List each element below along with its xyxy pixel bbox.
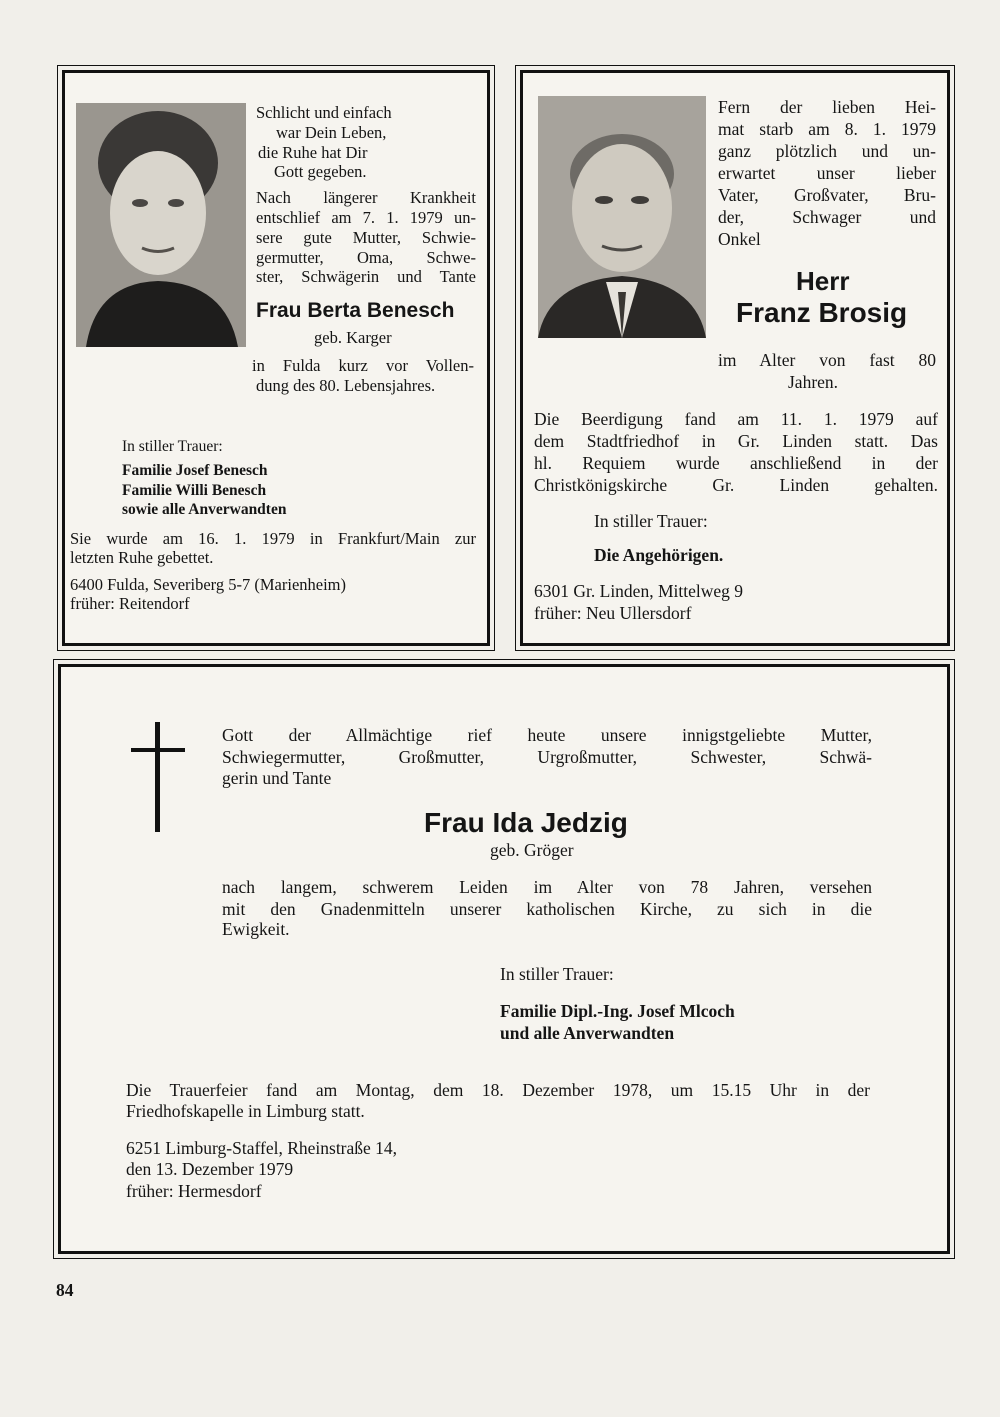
deceased-name: Frau Ida Jedzig xyxy=(424,807,628,838)
intro-line-1: Gott der Allmächtige rief heute unsere innigstgeliebte Mutter, xyxy=(222,725,872,745)
verse-line-2: war Dein Leben, xyxy=(276,123,387,142)
address-line-1: 6400 Fulda, Severiberg 5-7 (Marienheim) xyxy=(70,575,347,594)
page-number: 84 xyxy=(56,1280,74,1300)
service-line-1: Die Trauerfeier fand am Montag, dem 18. Dezember 1978, um 15.15 Uhr in der xyxy=(126,1080,870,1100)
intro-line-1: Fern der lieben Hei- xyxy=(718,97,936,117)
family-line-2: und alle Anverwandten xyxy=(500,1023,675,1043)
family-line-3: sowie alle Anverwandten xyxy=(122,501,287,518)
text-line-2: mit den Gnadenmitteln unserer katholischen Kirche, zu sich in die xyxy=(222,899,872,919)
burial-line-2: letzten Ruhe gebettet. xyxy=(70,548,214,567)
mourning-label: In stiller Trauer: xyxy=(594,511,708,531)
portrait-photo-man xyxy=(538,96,706,338)
service-line-2: Friedhofskapelle in Limburg statt. xyxy=(126,1101,365,1121)
address-line-2: den 13. Dezember 1979 xyxy=(126,1159,294,1179)
family-line-1: Familie Josef Benesch xyxy=(122,462,268,479)
address-line-1: 6251 Limburg-Staffel, Rheinstraße 14, xyxy=(126,1138,398,1158)
intro-line-1: Nach längerer Krankheit xyxy=(256,188,476,207)
age-line-1: im Alter von fast 80 xyxy=(718,350,936,370)
intro-line-7: Onkel xyxy=(718,229,761,249)
deceased-name: Frau Berta Benesch xyxy=(256,299,455,322)
deceased-name: Franz Brosig xyxy=(736,297,908,328)
funeral-line-3: hl. Requiem wurde anschließend in der xyxy=(534,453,938,473)
family-line-2: Familie Willi Benesch xyxy=(122,482,267,499)
family-signature: Die Angehörigen. xyxy=(594,545,724,565)
intro-line-2: mat starb am 8. 1. 1979 xyxy=(718,119,936,139)
verse-line-3: die Ruhe hat Dir xyxy=(258,143,368,162)
portrait-photo-woman xyxy=(76,103,246,347)
intro-line-3: ganz plötzlich und un- xyxy=(718,141,936,161)
address-line-3: früher: Hermesdorf xyxy=(126,1181,262,1201)
maiden-name: geb. Karger xyxy=(314,328,392,347)
intro-line-5: Vater, Großvater, Bru- xyxy=(718,185,936,205)
intro-line-3: sere gute Mutter, Schwie- xyxy=(256,228,476,247)
age-line-2: Jahren. xyxy=(788,372,839,392)
address-line-1: 6301 Gr. Linden, Mittelweg 9 xyxy=(534,581,744,601)
intro-line-3: gerin und Tante xyxy=(222,768,332,788)
intro-line-4: erwartet unser lieber xyxy=(718,163,936,183)
intro-line-6: der, Schwager und xyxy=(718,207,936,227)
intro-line-5: ster, Schwägerin und Tante xyxy=(256,267,476,286)
intro-line-2: Schwiegermutter, Großmutter, Urgroßmutter, Schwester, Schwä- xyxy=(222,747,872,767)
verse-line-4: Gott gegeben. xyxy=(274,162,367,181)
funeral-line-2: dem Stadtfriedhof in Gr. Linden statt. Das xyxy=(534,431,938,451)
place-line-2: dung des 80. Lebensjahres. xyxy=(256,376,436,395)
burial-line-1: Sie wurde am 16. 1. 1979 in Frankfurt/Main zur xyxy=(70,529,476,548)
maiden-name: geb. Gröger xyxy=(490,840,574,860)
intro-line-4: germutter, Oma, Schwe- xyxy=(256,248,476,267)
mourning-label: In stiller Trauer: xyxy=(500,964,614,984)
address-line-2: früher: Reitendorf xyxy=(70,594,190,613)
text-line-3: Ewigkeit. xyxy=(222,919,290,939)
title-herr: Herr xyxy=(796,266,850,296)
place-line-1: in Fulda kurz vor Vollen- xyxy=(252,356,474,375)
funeral-line-4: Christkönigskirche Gr. Linden gehalten. xyxy=(534,475,938,495)
intro-line-2: entschlief am 7. 1. 1979 un- xyxy=(256,208,476,227)
text-line-1: nach langem, schwerem Leiden im Alter von 78 Jahren, versehen xyxy=(222,877,872,897)
funeral-line-1: Die Beerdigung fand am 11. 1. 1979 auf xyxy=(534,409,938,429)
address-line-2: früher: Neu Ullersdorf xyxy=(534,603,692,623)
verse-line-1: Schlicht und einfach xyxy=(256,103,392,122)
family-line-1: Familie Dipl.-Ing. Josef Mlcoch xyxy=(500,1001,735,1021)
mourning-label: In stiller Trauer: xyxy=(122,438,223,455)
